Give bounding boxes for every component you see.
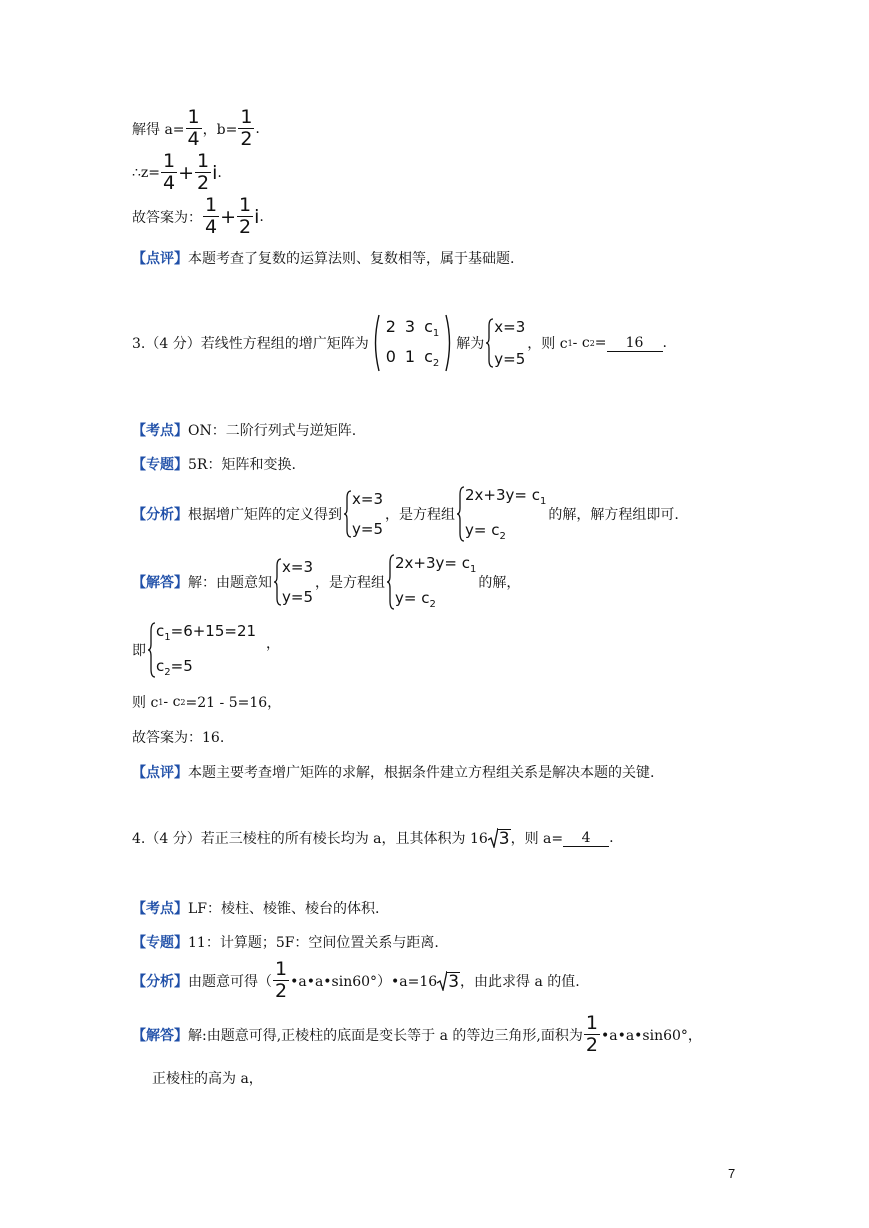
solution-system: x=3 y=5: [486, 318, 525, 368]
q4-zhuanti: 【专题】 11：计算题；5F：空间位置关系与距离.: [132, 935, 439, 951]
sqrt-3: 3: [488, 828, 511, 848]
q3-ji: 即 $c_1=6+15=21$ $c_2=5$ ，: [132, 622, 280, 678]
q4-last-line: 正棱柱的高为 a，: [152, 1071, 263, 1087]
q3-answer-blank: 16: [607, 335, 663, 352]
q3-stem: 3.（4 分）若线性方程组的增广矩阵为 2 3 $c_1$ 0 1 $c_2$ 解为 x=3 y=5 ，则 c 1 - c 2 = 16 .: [132, 314, 667, 372]
p2-review: 【点评】 本题考查了复数的运算法则、复数相等，属于基础题.: [132, 251, 515, 267]
solve-line: 解得 a= $\frac{1}{4}$ ，b= $\frac{1}{2}$ .: [132, 106, 260, 150]
q4-answer-blank: 4: [563, 830, 609, 847]
q3-kaodian: 【考点】 ON：二阶行列式与逆矩阵.: [132, 423, 357, 439]
q3-jieda: 【解答】 解：由题意知 x=3 y=5 ，是方程组 $2x+3y= c_1$ $y= c_2$ 的解，: [132, 554, 521, 610]
q3-fenxi: 【分析】 根据增广矩阵的定义得到 x=3 y=5 ，是方程组 $2x+3y= c_1$ $y= c_2$ 的解，解方程组即可.: [132, 486, 679, 542]
therefore-line: ∴z= $\frac{1}{4}$ + $\frac{1}{2}$ i .: [132, 150, 222, 194]
q4-jieda: 【解答】 解:由题意可得,正棱柱的底面是变长等于 a 的等边三角形,面积为 $\frac{1}{2}$ •a•a•sin60°，: [132, 1012, 702, 1056]
page-number: 7: [728, 1166, 736, 1181]
answer-line: 故答案为： $\frac{1}{4}$ + $\frac{1}{2}$ i .: [132, 194, 264, 238]
q4-kaodian: 【考点】 LF：棱柱、棱锥、棱台的体积.: [132, 901, 380, 917]
q4-fenxi: 【分析】 由题意可得（ $\frac{1}{2}$ •a•a•sin60°）•a=16 3 ，由此求得 a 的值.: [132, 958, 580, 1002]
fraction-b: $\frac{1}{2}$: [240, 106, 253, 150]
q3-review: 【点评】 本题主要考查增广矩阵的求解，根据条件建立方程组关系是解决本题的关键.: [132, 765, 655, 781]
augmented-matrix: 2 3 $c_1$ 0 1 $c_2$: [371, 314, 455, 372]
q3-then-line: 则 c 1 - c 2 =21 - 5=16，: [132, 694, 282, 711]
q4-stem: 4.（4 分）若正三棱柱的所有棱长均为 a，且其体积为 16 3 ，则 a= 4 .: [132, 829, 614, 849]
q3-zhuanti: 【专题】 5R：矩阵和变换.: [132, 457, 296, 473]
fraction-a: $\frac{1}{4}$: [187, 106, 200, 150]
q3-answer-line: 故答案为：16.: [132, 730, 225, 746]
